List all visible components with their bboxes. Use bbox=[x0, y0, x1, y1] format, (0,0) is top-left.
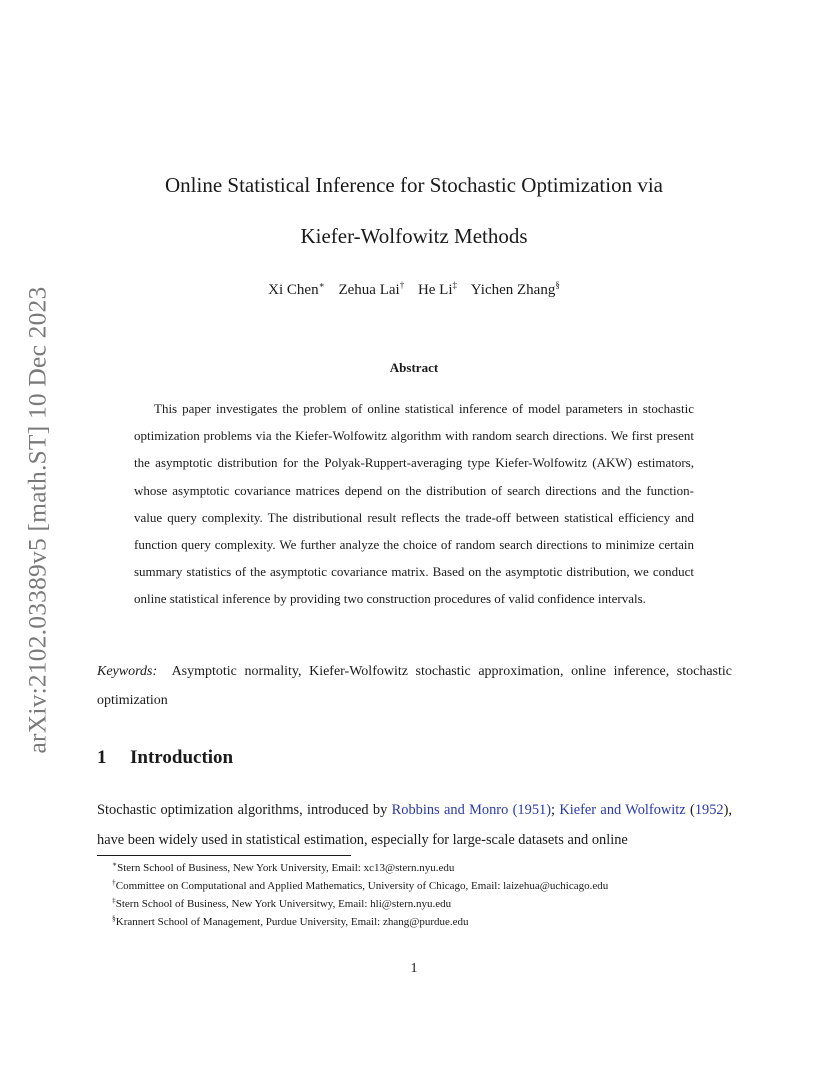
footnote-text: Stern School of Business, New York Universitwy, Email: hli@stern.nyu.edu bbox=[115, 898, 452, 910]
citation-link-kiefer-wolfowitz[interactable] bbox=[559, 802, 685, 818]
footnote-mark: § bbox=[112, 913, 116, 923]
author-footnote-mark: ∗ bbox=[318, 280, 325, 290]
page-number: 1 bbox=[410, 961, 418, 976]
author-footnote-mark: † bbox=[399, 280, 405, 290]
citation-authors: Kiefer and Wolfowitz bbox=[559, 802, 686, 818]
footnote-divider bbox=[97, 855, 351, 856]
author-footnote-mark: ‡ bbox=[452, 280, 458, 290]
footnote-mark: ‡ bbox=[112, 895, 116, 905]
footnote-3 bbox=[112, 895, 732, 913]
paper-title-line-1: Online Statistical Inference for Stochastic Optimization via bbox=[164, 173, 663, 197]
footnote-text: Stern School of Business, New York University, Email: xc13@stern.nyu.edu bbox=[117, 862, 455, 874]
abstract-heading: Abstract bbox=[389, 360, 439, 375]
footnote-mark: ∗ bbox=[112, 859, 118, 869]
author-1 bbox=[268, 282, 325, 298]
keywords-paragraph bbox=[97, 657, 732, 715]
citation-year: 1951 bbox=[517, 802, 547, 818]
intro-text-start: Stochastic optimization algorithms, introduced by bbox=[97, 802, 392, 818]
intro-text-continued: ), have been widely used in statistical estimation, especially for large-scale datasets and online bbox=[97, 802, 732, 848]
author-footnote-mark: § bbox=[555, 280, 560, 290]
intro-text-separator: ; bbox=[551, 802, 560, 818]
footnote-1 bbox=[112, 859, 732, 877]
author-list bbox=[96, 282, 732, 299]
author-4 bbox=[471, 282, 560, 298]
section-title: Introduction bbox=[130, 747, 234, 768]
paper-title-line-2: Kiefer-Wolfowitz Methods bbox=[300, 224, 528, 248]
footnote-4 bbox=[112, 913, 732, 931]
section-heading-introduction bbox=[97, 747, 233, 769]
arxiv-identifier-stamp bbox=[12, 270, 62, 770]
author-name: He Li bbox=[417, 282, 453, 298]
author-3 bbox=[418, 282, 457, 298]
arxiv-identifier-text: arXiv:2102.03389v5 [math.ST] 10 Dec 2023 bbox=[22, 286, 51, 754]
citation-link-robbins-monro[interactable]: Robbins and Monro (1951) bbox=[391, 802, 551, 818]
abstract-text: This paper investigates the problem of online statistical inference of model parameters in stochastic optimization problems via the Kiefer-Wolfowitz algorithm with random search directions. We first present the asymptotic distribution for the Polyak-Ruppert-averaging type Kiefer-Wolfowitz (AKW) estimators, whose asymptotic covariance matrices depend on the distribution of search directions and the function-value query complexity. The distributional result reflects the trade-off between statistical efficiency and function query complexity. We further analyze the choice of random search directions to minimize certain summary statistics of the asymptotic covariance matrix. Based on the asymptotic distribution, we conduct online statistical inference by providing two construction procedures of valid confidence intervals. bbox=[134, 401, 694, 607]
footnote-text: Committee on Computational and Applied Mathematics, University of Chicago, Email: laizehua@uchicago.edu bbox=[115, 880, 609, 892]
keywords-label: Keywords: bbox=[97, 664, 158, 679]
introduction-paragraph: Stochastic optimization algorithms, introduced by Robbins and Monro (1951); Kiefer and Wolfowitz (1952), have been widely used in statistical estimation, especially for large-scale datasets and online bbox=[97, 802, 732, 848]
author-2 bbox=[338, 282, 404, 298]
keywords-text: Asymptotic normality, Kiefer-Wolfowitz stochastic approximation, online inference, stochastic optimization bbox=[97, 664, 732, 708]
section-number: 1 bbox=[97, 747, 107, 768]
footnote-text: Krannert School of Management, Purdue University, Email: zhang@purdue.edu bbox=[115, 916, 469, 928]
author-name: Yichen Zhang bbox=[470, 282, 556, 298]
author-name: Zehua Lai bbox=[338, 282, 400, 298]
footnote-2 bbox=[112, 877, 732, 895]
author-name: Xi Chen bbox=[268, 282, 319, 298]
footnote-mark: † bbox=[112, 877, 116, 887]
citation-authors: Robbins and Monro bbox=[391, 802, 509, 818]
footnotes bbox=[112, 859, 732, 931]
citation-year-link[interactable]: 1952 bbox=[694, 802, 724, 818]
